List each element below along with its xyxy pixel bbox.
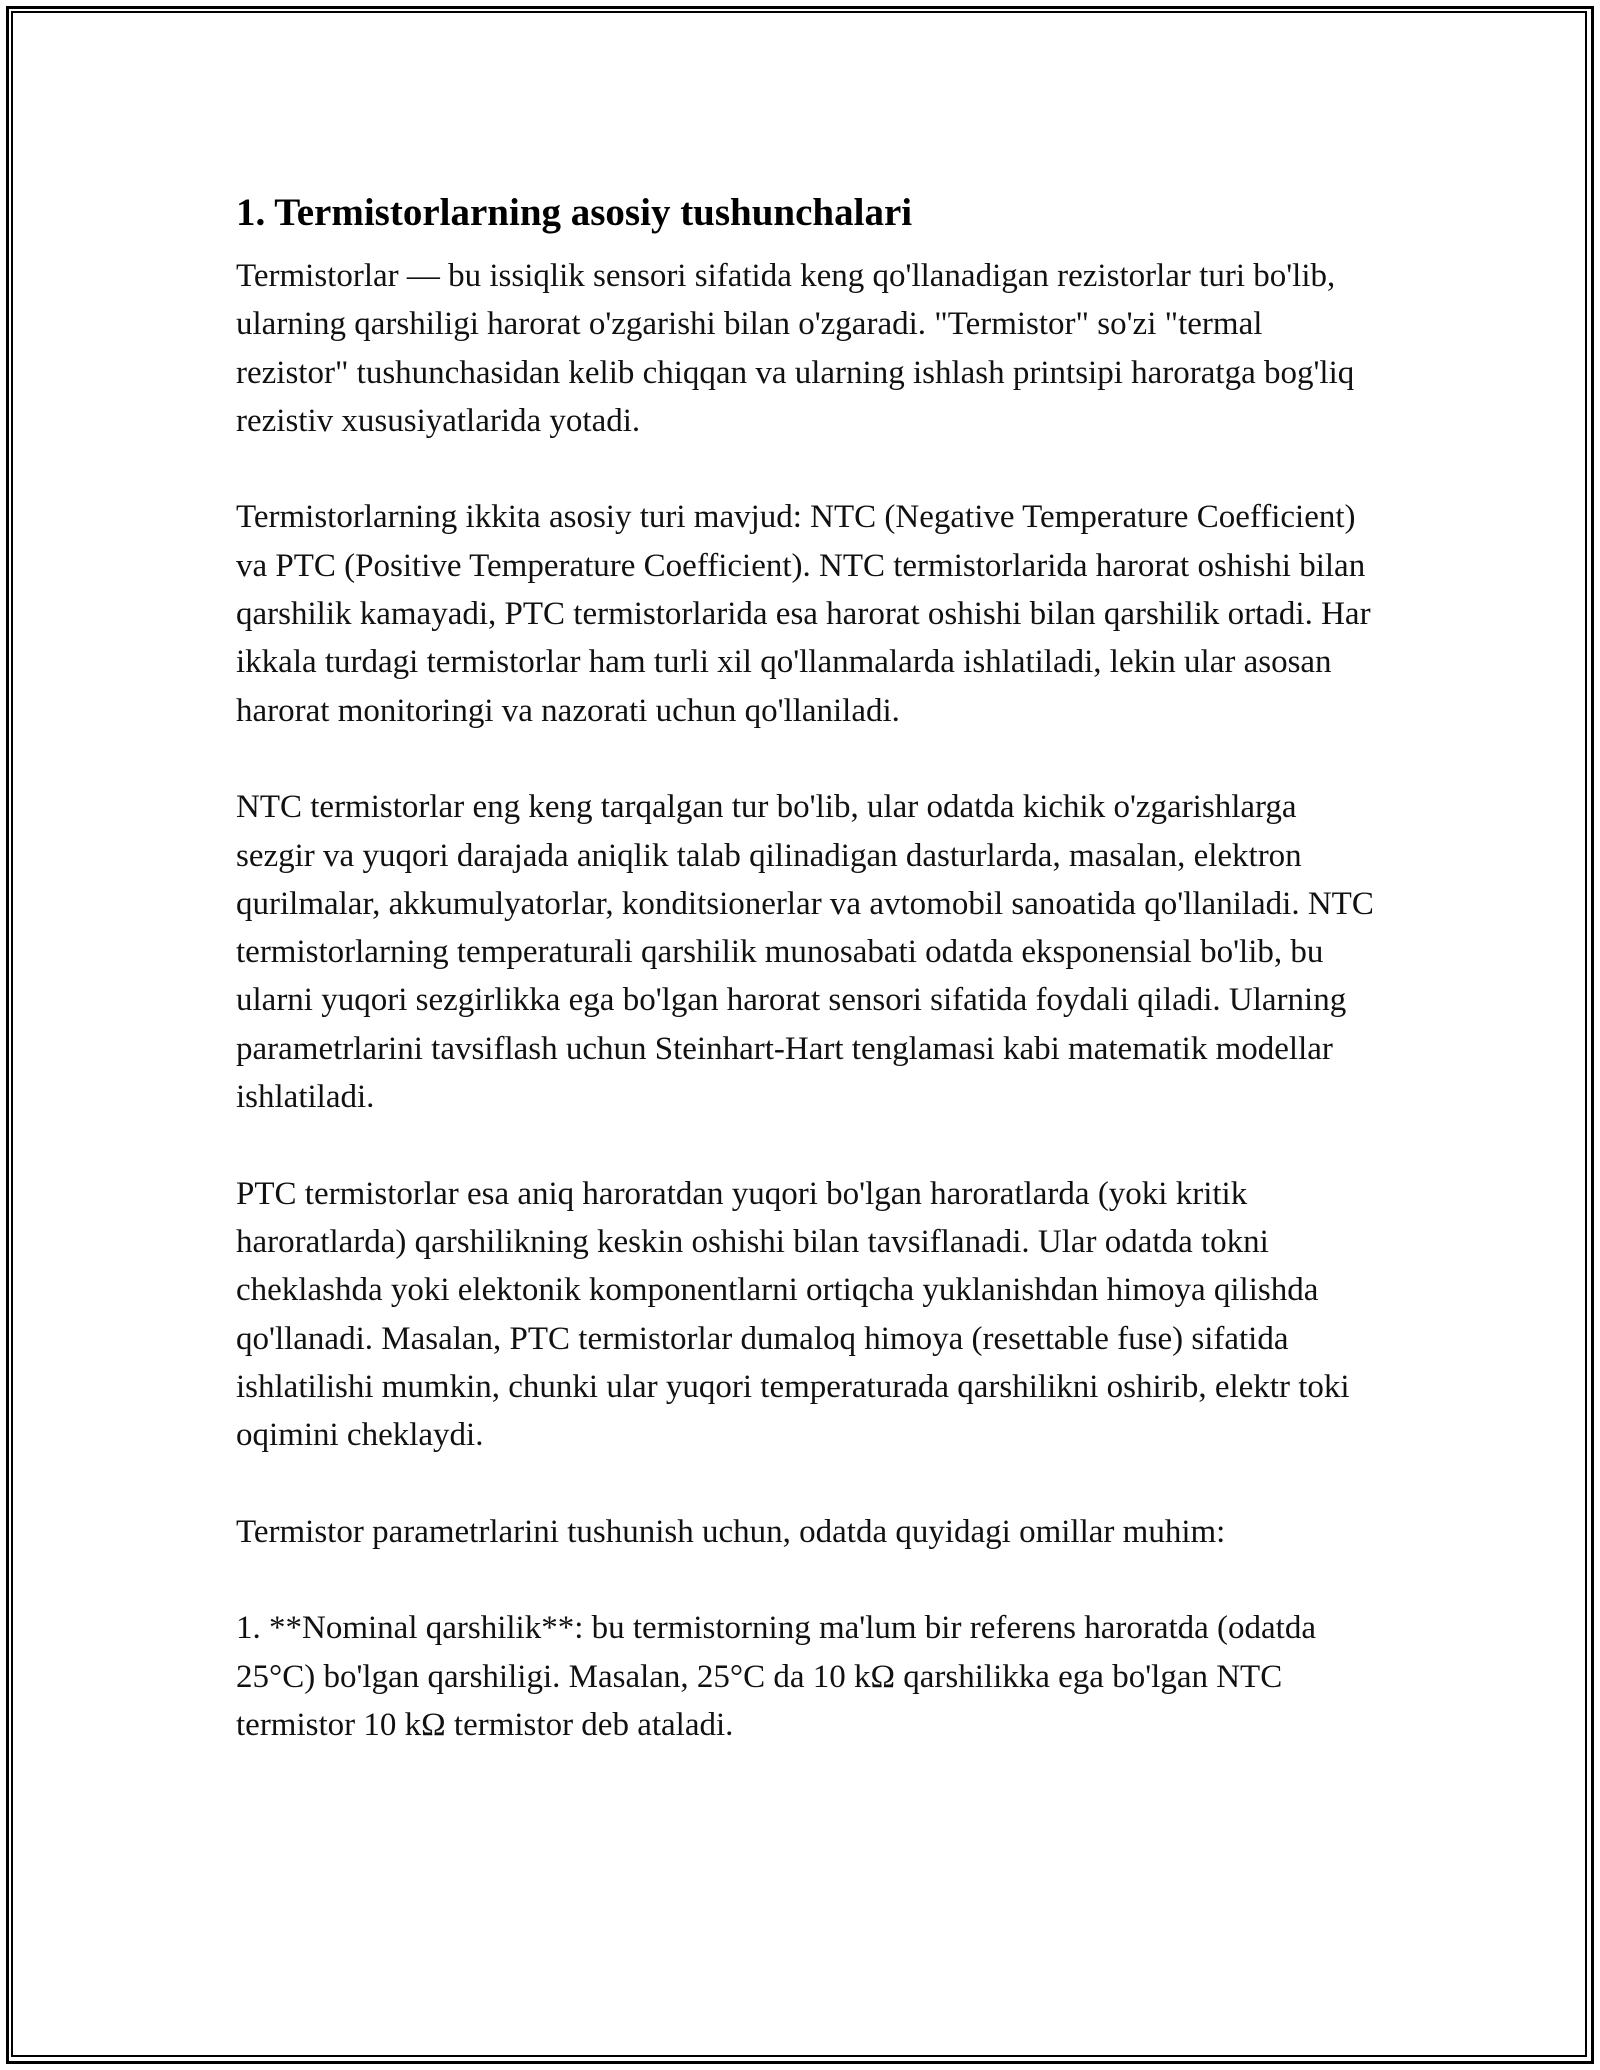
paragraph-intro: Termistorlar — bu issiqlik sensori sifatida keng qo'llanadigan rezistorlar turi bo'lib, ularning qarshiligi harorat o'zgarishi bilan o'zgaradi. "Termistor" so'zi "termal rezistor" tushunchasidan kelib chiqqan va ularning ishlash printsipi haroratga bog'liq rezistiv xususiyatlarida yotadi. <box>236 258 1355 439</box>
paragraph-parameters-intro: Termistor parametrlarini tushunish uchun, odatda quyidagi omillar muhim: <box>236 1513 1226 1550</box>
paragraph-nominal-resistance: 1. **Nominal qarshilik**: bu termistorning ma'lum bir referens haroratda (odatda 25°C) bo'lgan qarshiligi. Masalan, 25°C da 10 kΩ qarshilikka ega bo'lgan NTC termistor 10 kΩ termistor deb ataladi. <box>236 1610 1316 1743</box>
paragraph-types: Termistorlarning ikkita asosiy turi mavjud: NTC (Negative Temperature Coefficient) va PTC (Positive Temperature Coefficient). NTC termistorlarida harorat oshishi bilan qarshilik kamayadi, PTC termistorlarida esa harorat oshishi bilan qarshilik ortadi. Har ikkala turdagi termistorlar ham turli xil qo'llanmalarda ishlatiladi, lekin ular asosan harorat monitoringi va nazorati uchun qo'llaniladi. <box>236 499 1371 729</box>
paragraph-ntc: NTC termistorlar eng keng tarqalgan tur bo'lib, ular odatda kichik o'zgarishlarga sezgir va yuqori darajada aniqlik talab qilinadigan dasturlarda, masalan, elektron qurilmalar, akkumulyatorlar, konditsionerlar va avtomobil sanoatida qo'llaniladi. NTC termistorlarning temperaturali qarshilik munosabati odatda eksponensial bo'lib, bu ularni yuqori sezgirlikka ega bo'lgan harorat sensori sifatida foydali qiladi. Ularning parametrlarini tavsiflash uchun Steinhart-Hart tenglamasi kabi matematik modellar ishlatiladi. <box>236 789 1374 1116</box>
paragraph-ptc: PTC termistorlar esa aniq haroratdan yuqori bo'lgan haroratlarda (yoki kritik haroratlarda) qarshilikning keskin oshishi bilan tavsiflanadi. Ular odatda tokni cheklashda yoki elektonik komponentlarni ortiqcha yuklanishdan himoya qilishda qo'llanadi. Masalan, PTC termistorlar dumaloq himoya (resettable fuse) sifatida ishlatilishi mumkin, chunki ular yuqori temperaturada qarshilikni oshirib, elektr toki oqimini cheklaydi. <box>236 1175 1350 1454</box>
section-heading: 1. Termistorlarning asosiy tushunchalari <box>236 191 913 234</box>
document-body <box>236 186 1376 1798</box>
